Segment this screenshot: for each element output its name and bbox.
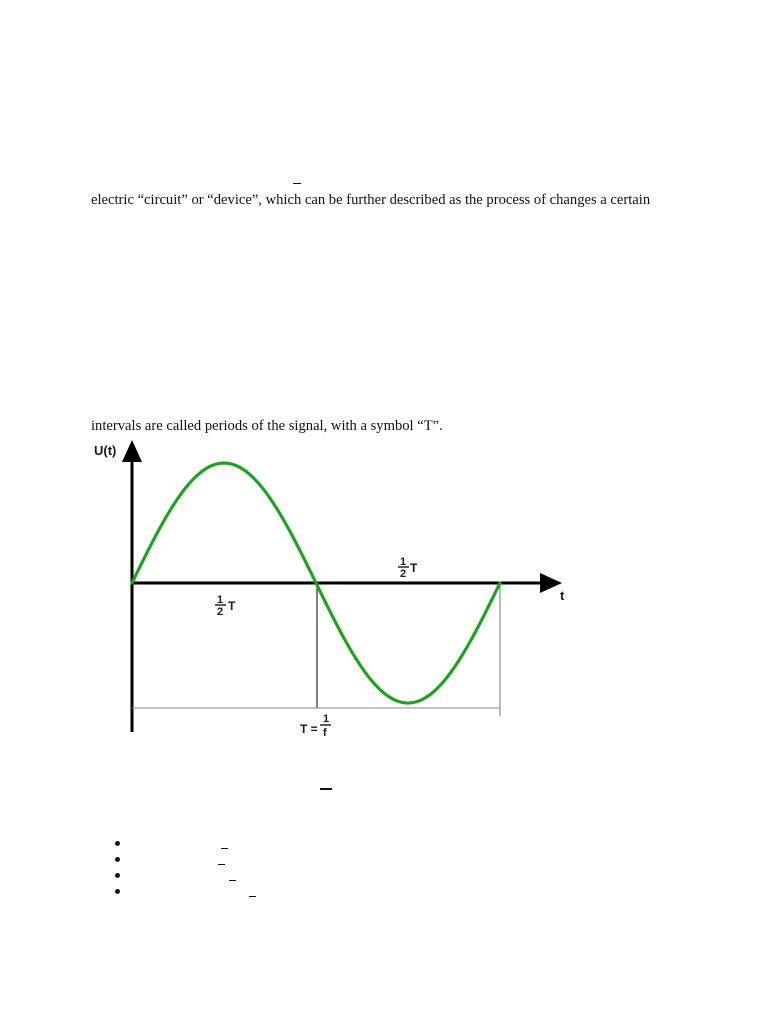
fraction-numerator: 1: [217, 594, 224, 606]
paragraph-line: electric “circuit” or “device”, which can be further described as the process of changes a certain: [91, 192, 651, 208]
paragraph-line: intervals are called periods of the signal, with a symbol “T”.: [91, 418, 443, 434]
half-period-label-upper: [398, 556, 418, 580]
period-label: [300, 713, 331, 739]
list-bullet: [115, 873, 120, 878]
x-axis-arrowhead: [540, 573, 562, 593]
list-bullet: [115, 889, 120, 894]
list-bullet: [115, 857, 120, 862]
x-axis-label: t: [560, 588, 565, 603]
fraction-denominator: 2: [217, 606, 224, 618]
list-item-fragment-mark: [249, 896, 256, 897]
list-item-fragment-mark: [221, 848, 228, 849]
y-axis-label: U(t): [94, 443, 117, 458]
period-symbol: T: [228, 599, 236, 613]
period-prefix: T =: [300, 722, 318, 736]
fraction-denominator: f: [323, 727, 327, 739]
list-bullet: [115, 841, 120, 846]
fraction-numerator: 1: [323, 713, 330, 725]
y-axis-arrowhead: [122, 440, 142, 462]
list-item-fragment-mark: [218, 864, 225, 865]
fraction-denominator: 2: [400, 568, 407, 580]
period-symbol: T: [410, 561, 418, 575]
formula-fragment-mark: [320, 788, 332, 790]
fraction-numerator: 1: [400, 556, 407, 568]
list-item-fragment-mark: [229, 880, 236, 881]
half-period-label-lower: [215, 594, 236, 618]
